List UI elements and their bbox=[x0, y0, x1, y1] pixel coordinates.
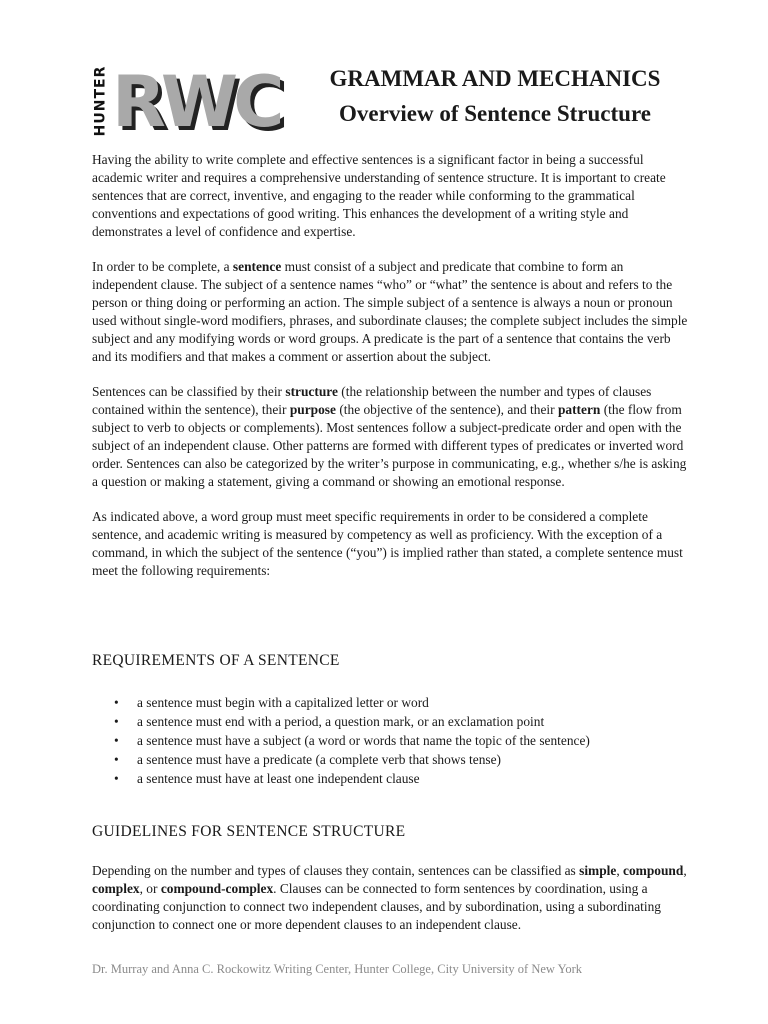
logo-side-text bbox=[90, 64, 110, 138]
p3-text-e: (the objective of the sentence), and their bbox=[335, 402, 558, 417]
g-text-i: . Clauses can be connected to form sentences by coordination, using a coordinating conjunction to connect two independent clauses, and by subordination, using a subordinating conjunction to connect one or more dependent clauses to an independent clause. bbox=[92, 881, 661, 932]
intro-body bbox=[92, 151, 688, 597]
g-text-e: , bbox=[683, 863, 687, 878]
g-text-c: , bbox=[616, 863, 624, 878]
p3-text-c: (the relationship between the number and types of clauses contained within the sentence), their bbox=[92, 384, 652, 417]
term-pattern: pattern bbox=[557, 402, 601, 417]
document-title bbox=[300, 64, 690, 130]
paragraph-1: Having the ability to write complete and effective sentences is a significant factor in being a successful academic writer and requires a comprehensive understanding of sentence structure. It is important to create sentences that are correct, inventive, and engaging to the reader while conforming to the grammatical conventions and expectations of good writing. This enhances the development of a writing style and demonstrates a level of confidence and expertise. bbox=[92, 152, 666, 239]
term-sentence: sentence bbox=[232, 259, 282, 274]
paragraph-4: As indicated above, a word group must meet specific requirements in order to be considered a complete sentence, and academic writing is measured by competency as well as proficiency. With the exception of a command, in which the subject of the sentence (“you”) is implied rather than stated, a complete sentence must meet the following requirements: bbox=[92, 509, 683, 578]
title-line-2: Overview of Sentence Structure bbox=[339, 101, 651, 126]
logo-rwc-text: RWC bbox=[112, 61, 280, 143]
list-item: • a sentence must have at least one independent clause bbox=[92, 769, 590, 788]
p2-text-a: In order to be complete, a bbox=[92, 259, 233, 274]
list-item: • a sentence must have a predicate (a complete verb that shows tense) bbox=[92, 750, 590, 769]
p3-text-g: (the flow from subject to verb to objects or complements). Most sentences follow a subject-predicate order and open with the subject of an independent clause. Other patterns are formed with different types of predicates or inverted word order. Sentences can also be categorized by the writer’s purpose in communicating, e.g., whether s/he is asking a question or making a statement, giving a command or showing an emotional response. bbox=[92, 402, 687, 489]
title-line-1: GRAMMAR AND MECHANICS bbox=[329, 66, 661, 91]
paragraph-2 bbox=[92, 258, 688, 366]
page-footer: Dr. Murray and Anna C. Rockowitz Writing Center, Hunter College, City University of New York bbox=[92, 962, 583, 976]
guidelines-body bbox=[92, 862, 688, 934]
list-item: • a sentence must begin with a capitalized letter or word bbox=[92, 693, 590, 712]
rwc-logo bbox=[90, 61, 280, 143]
term-compound: compound bbox=[623, 863, 684, 878]
term-simple: simple bbox=[579, 863, 617, 878]
requirements-heading: REQUIREMENTS OF A SENTENCE bbox=[92, 652, 340, 669]
p2-text-c: must consist of a subject and predicate that combine to form an independent clause. The subject of a sentence names “who” or “what” the sentence is about and refers to the person or thing doing or performing an action. The simple subject of a sentence is always a noun or pronoun used without single-word modifiers, phrases, and subordinate clauses; the complete subject includes the simple subject and any modifying words or word groups. A predicate is the part of a sentence that contains the verb and its modifiers and that makes a comment or assertion about the subject. bbox=[92, 259, 688, 364]
paragraph-3 bbox=[92, 383, 688, 491]
guidelines-heading: GUIDELINES FOR SENTENCE STRUCTURE bbox=[92, 823, 406, 840]
term-structure: structure bbox=[285, 384, 338, 399]
g-text-a: Depending on the number and types of clauses they contain, sentences can be classified as bbox=[92, 863, 580, 878]
p3-text-a: Sentences can be classified by their bbox=[92, 384, 286, 399]
term-compound-complex: compound-complex bbox=[160, 881, 274, 896]
list-item: • a sentence must end with a period, a question mark, or an exclamation point bbox=[92, 712, 590, 731]
term-complex: complex bbox=[92, 881, 140, 896]
paragraph-5 bbox=[92, 862, 688, 934]
term-purpose: purpose bbox=[289, 402, 336, 417]
list-item: • a sentence must have a subject (a word or words that name the topic of the sentence) bbox=[92, 731, 590, 750]
g-text-g: , or bbox=[139, 881, 161, 896]
requirements-list bbox=[92, 693, 590, 788]
logo-hunter-text: HUNTER bbox=[92, 65, 109, 137]
